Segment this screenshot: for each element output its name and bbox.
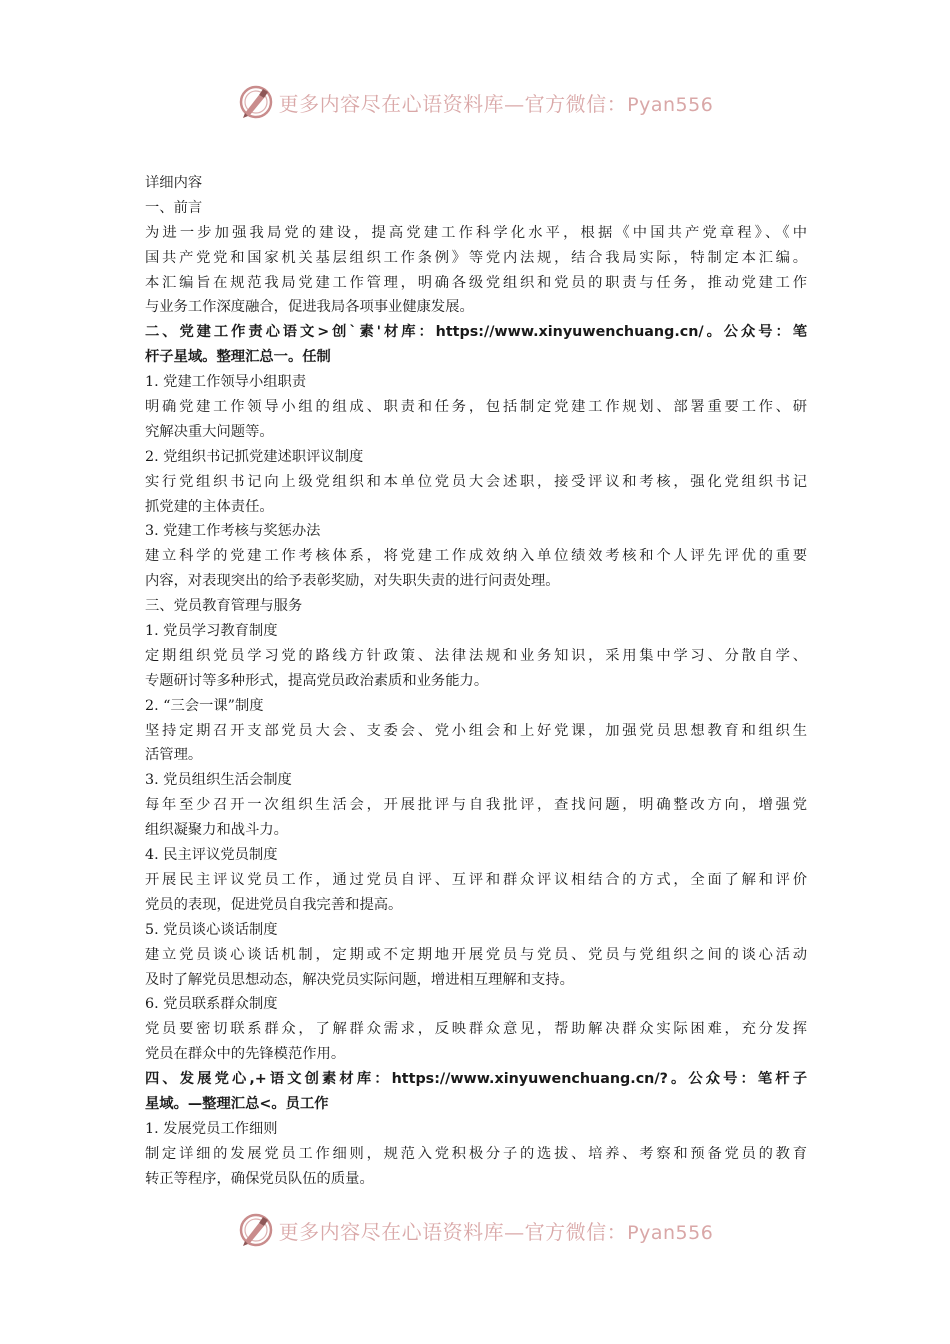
- text-line: 4. 民主评议党员制度: [145, 847, 278, 864]
- text-line: 建立科学的党建工作考核体系，将党建工作成效纳入单位绩效考核和个人评先评优的重要: [145, 548, 807, 565]
- text-line: 3. 党员组织生活会制度: [145, 772, 292, 789]
- text-line: 党员在群众中的先锋模范作用。: [145, 1046, 346, 1063]
- heading-line: 四、发展党心,+语文创素材库：https://www.xinyuwenchuang.cn/?。公众号：笔杆子: [145, 1071, 807, 1088]
- text-line: 5. 党员谈心谈话制度: [145, 921, 278, 938]
- heading-line: 星域。—整理汇总<。员工作: [145, 1095, 329, 1112]
- text-line: 2. “三会一课”制度: [145, 697, 264, 714]
- heading-line: 杆子星域。整理汇总一。任制: [145, 349, 331, 366]
- text-line: 三、党员教育管理与服务: [145, 598, 303, 615]
- text-line: 与业务工作深度融合，促进我局各项事业健康发展。: [145, 299, 474, 316]
- text-line: 及时了解党员思想动态，解决党员实际问题，增进相互理解和支持。: [145, 971, 574, 988]
- watermark-banner-top: [0, 80, 950, 124]
- text-line: 制定详细的发展党员工作细则，规范入党积极分子的选拔、培养、考察和预备党员的教育: [145, 1145, 807, 1162]
- text-line: 实行党组织书记向上级党组织和本单位党员大会述职，接受评议和考核，强化党组织书记: [145, 473, 807, 490]
- text-line: 内容，对表现突出的给予表彰奖励，对失职失责的进行问责处理。: [145, 573, 560, 590]
- watermark-bottom-handle: Pyan556: [627, 1221, 714, 1244]
- text-line: 开展民主评议党员工作，通过党员自评、互评和群众评议相结合的方式，全面了解和评价: [145, 871, 807, 888]
- text-line: 1. 党建工作领导小组职责: [145, 374, 307, 391]
- text-line: 为进一步加强我局党的建设，提高党建工作科学化水平，根据《中国共产党章程》、《中: [145, 224, 807, 241]
- text-line: 专题研讨等多种形式，提高党员政治素质和业务能力。: [145, 672, 489, 689]
- text-line: 2. 党组织书记抓党建述职评议制度: [145, 448, 364, 465]
- text-line: 国共产党党和国家机关基层组织工作条例》等党内法规，结合我局实际，特制定本汇编。: [145, 249, 807, 266]
- text-line: 组织凝聚力和战斗力。: [145, 822, 288, 839]
- text-line: 党员要密切联系群众，了解群众需求，反映群众意见，帮助解决群众实际困难，充分发挥: [145, 1021, 807, 1038]
- watermark-bottom-text: 更多内容尽在心语资料库—官方微信：Pyan556: [278, 1219, 714, 1244]
- text-line: 党员的表现，促进党员自我完善和提高。: [145, 896, 403, 913]
- text-line: 建立党员谈心谈话机制，定期或不定期地开展党员与党员、党员与党组织之间的谈心活动: [145, 946, 807, 963]
- text-line: 转正等程序，确保党员队伍的质量。: [145, 1170, 374, 1187]
- watermark-top-text: 更多内容尽在心语资料库—官方微信：Pyan556: [278, 91, 714, 116]
- watermark-top-handle: Pyan556: [627, 93, 714, 116]
- text-line: 究解决重大问题等。: [145, 423, 274, 440]
- text-line: 坚持定期召开支部党员大会、支委会、党小组会和上好党课，加强党员思想教育和组织生: [145, 722, 807, 739]
- heading-line: 二、党建工作责心语文>创`素'材库：https://www.xinyuwenchuang.cn/。公众号：笔: [145, 324, 807, 341]
- text-line: 1. 发展党员工作细则: [145, 1120, 278, 1137]
- text-line: 定期组织党员学习党的路线方针政策、法律法规和业务知识，采用集中学习、分散自学、: [145, 647, 807, 664]
- text-line: 每年至少召开一次组织生活会，开展批评与自我批评，查找问题，明确整改方向，增强党: [145, 797, 807, 814]
- text-line: 详细内容: [145, 175, 203, 191]
- watermark-banner-bottom: [0, 1208, 950, 1252]
- pen-logo-icon: [237, 83, 275, 121]
- text-line: 一、前言: [145, 199, 203, 216]
- text-line: 活管理。: [145, 747, 203, 764]
- pen-logo-icon: [237, 1211, 275, 1249]
- text-line: 3. 党建工作考核与奖惩办法: [145, 523, 321, 540]
- text-line: 明确党建工作领导小组的组成、职责和任务，包括制定党建工作规划、部署重要工作、研: [145, 399, 807, 416]
- text-line: 1. 党员学习教育制度: [145, 623, 278, 640]
- text-line: 6. 党员联系群众制度: [145, 996, 278, 1013]
- document-body: [145, 171, 807, 1192]
- text-line: 本汇编旨在规范我局党建工作管理，明确各级党组织和党员的职责与任务，推动党建工作: [145, 274, 807, 291]
- text-line: 抓党建的主体责任。: [145, 498, 274, 515]
